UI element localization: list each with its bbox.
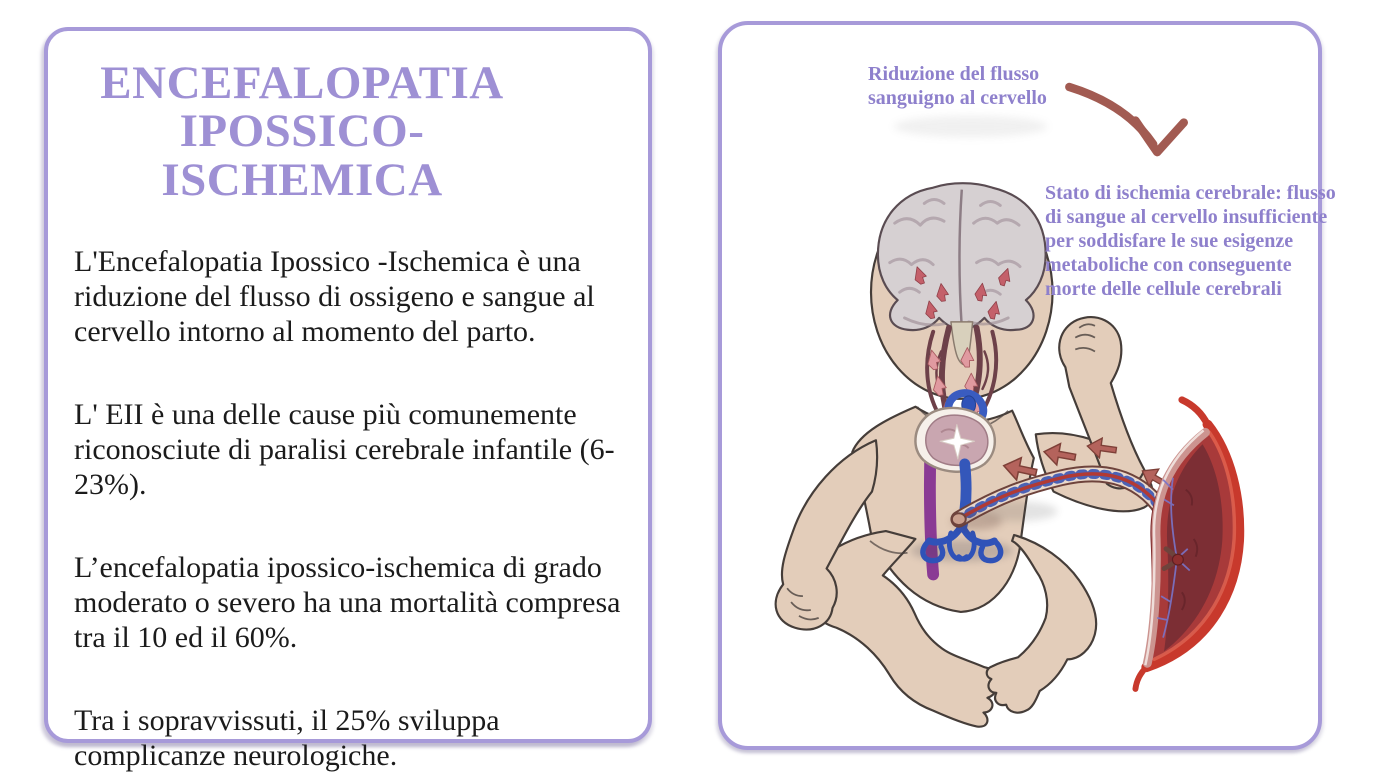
curved-arrow-icon [1069,87,1183,152]
illustration-panel [718,21,1336,750]
paragraph-definition: L'Encefalopatia Ipossico -Ischemica è una riduzione del flusso di ossigeno e sangue al cervello intorno al momento del parto. [74,245,595,349]
paragraph-survivors: Tra i sopravvissuti, il 25% sviluppa complicanze neurologiche. [74,704,500,773]
text-panel [44,27,652,773]
placenta [1135,400,1240,689]
heart [915,408,994,472]
annotation-flow-reduction: Riduzione del flusso sanguigno al cervello [868,63,1047,110]
annotation-ischemia: Stato di ischemia cerebrale: flusso di sangue al cervello insufficiente per soddisfare le sue esigenze metaboliche con conseguente morte delle cellule cerebrali [1045,182,1336,300]
background-smudge [894,116,1048,138]
baby-placenta-illustration [722,25,1318,746]
paragraph-mortality: L’encefalopatia ipossico-ischemica di grado moderato o severo ha una mortalità compresa tra il 10 ed il 60%. [74,551,621,655]
paragraph-causes: L' EII è una delle cause più comunemente riconosciute di paralisi cerebrale infantile (6-23%). [74,398,615,502]
page-title: ENCEFALOPATIA IPOSSICO-ISCHEMICA [100,57,504,206]
umbilicus [952,513,966,525]
